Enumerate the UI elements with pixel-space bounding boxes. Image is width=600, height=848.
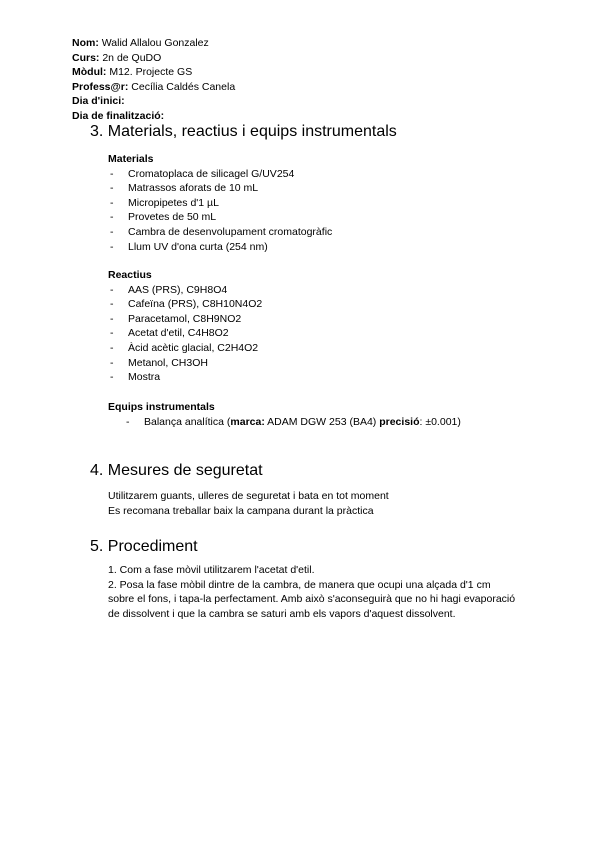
list-item: - Metanol, CH3OH: [108, 356, 262, 371]
equips-list: [108, 415, 461, 430]
list-item: - Micropipetes d'1 µL: [108, 196, 332, 211]
professor-row: [72, 80, 235, 95]
nom-label: Nom:: [72, 37, 99, 49]
precisio-label: precisió: [379, 415, 420, 428]
list-item: - Acetat d'etil, C4H8O2: [108, 326, 262, 341]
dia-final-label: Dia de finalització:: [72, 109, 165, 122]
procediment-step: 1. Com a fase mòvil utilitzarem l'acetat d'etil.: [108, 564, 315, 576]
materials-block: [108, 152, 332, 254]
list-item: - Cafeïna (PRS), C8H10N4O2: [108, 297, 262, 312]
section4-title: 4. Mesures de seguretat: [90, 462, 263, 479]
reactius-block: [108, 268, 262, 385]
modul-label: Mòdul:: [72, 66, 107, 78]
reactius-list: [108, 283, 262, 385]
curs-value: 2n de QuDO: [102, 51, 162, 64]
list-item: - Àcid acètic glacial, C2H4O2: [108, 341, 262, 356]
equips-title: Equips instrumentals: [108, 401, 215, 413]
list-item: - Provetes de 50 mL: [108, 210, 332, 225]
marca-value: ADAM DGW 253 (BA4): [264, 415, 380, 428]
list-item: - Cromatoplaca de silicagel G/UV254: [108, 167, 332, 182]
materials-list: [108, 167, 332, 255]
nom-row: [72, 36, 235, 51]
procediment-text: [108, 563, 518, 621]
list-item: - Mostra: [108, 370, 262, 385]
list-item: - Llum UV d'ona curta (254 nm): [108, 240, 332, 255]
marca-label: marca:: [230, 415, 265, 428]
list-item: - AAS (PRS), C9H8O4: [108, 283, 262, 298]
list-item: - Matrassos aforats de 10 mL: [108, 181, 332, 196]
equips-block: [108, 400, 461, 429]
materials-title: Materials: [108, 153, 154, 165]
procediment-step: 2. Posa la fase mòbil dintre de la cambra, de manera que ocupi una alçada d'1 cm sobre el fons, i tapa-la perfectament. Amb això s'aconseguirà que no hi hagi evaporació de dissolvent i que la cambra se saturi amb els vapors d'aquest dissolvent.: [108, 578, 516, 620]
seguretat-text: [108, 489, 508, 518]
dia-inici-row: [72, 94, 235, 109]
curs-row: [72, 51, 235, 66]
seguretat-line: Es recomana treballar baix la campana durant la pràctica: [108, 504, 374, 517]
equip-name: Balança analítica (: [144, 415, 231, 428]
professor-value: Cecília Caldés Canela: [131, 80, 236, 93]
reactius-title: Reactius: [108, 269, 152, 281]
dia-final-row: [72, 109, 235, 124]
precisio-value: : ±0.001): [419, 415, 461, 428]
list-item: - Cambra de desenvolupament cromatogràfic: [108, 225, 332, 240]
modul-row: [72, 65, 235, 80]
nom-value: Walid Allalou Gonzalez: [101, 37, 209, 49]
header-info: [72, 36, 235, 123]
professor-label: Profess@r:: [72, 80, 129, 93]
section5-title: 5. Procediment: [90, 538, 198, 555]
seguretat-line: Utilitzarem guants, ulleres de seguretat i bata en tot moment: [108, 490, 389, 502]
curs-label: Curs:: [72, 51, 100, 64]
modul-value: M12. Projecte GS: [109, 66, 193, 78]
list-item: [108, 415, 461, 430]
dia-inici-label: Dia d'inici:: [72, 95, 125, 107]
section3-title: 3. Materials, reactius i equips instrumentals: [90, 123, 397, 140]
list-item: - Paracetamol, C8H9NO2: [108, 312, 262, 327]
